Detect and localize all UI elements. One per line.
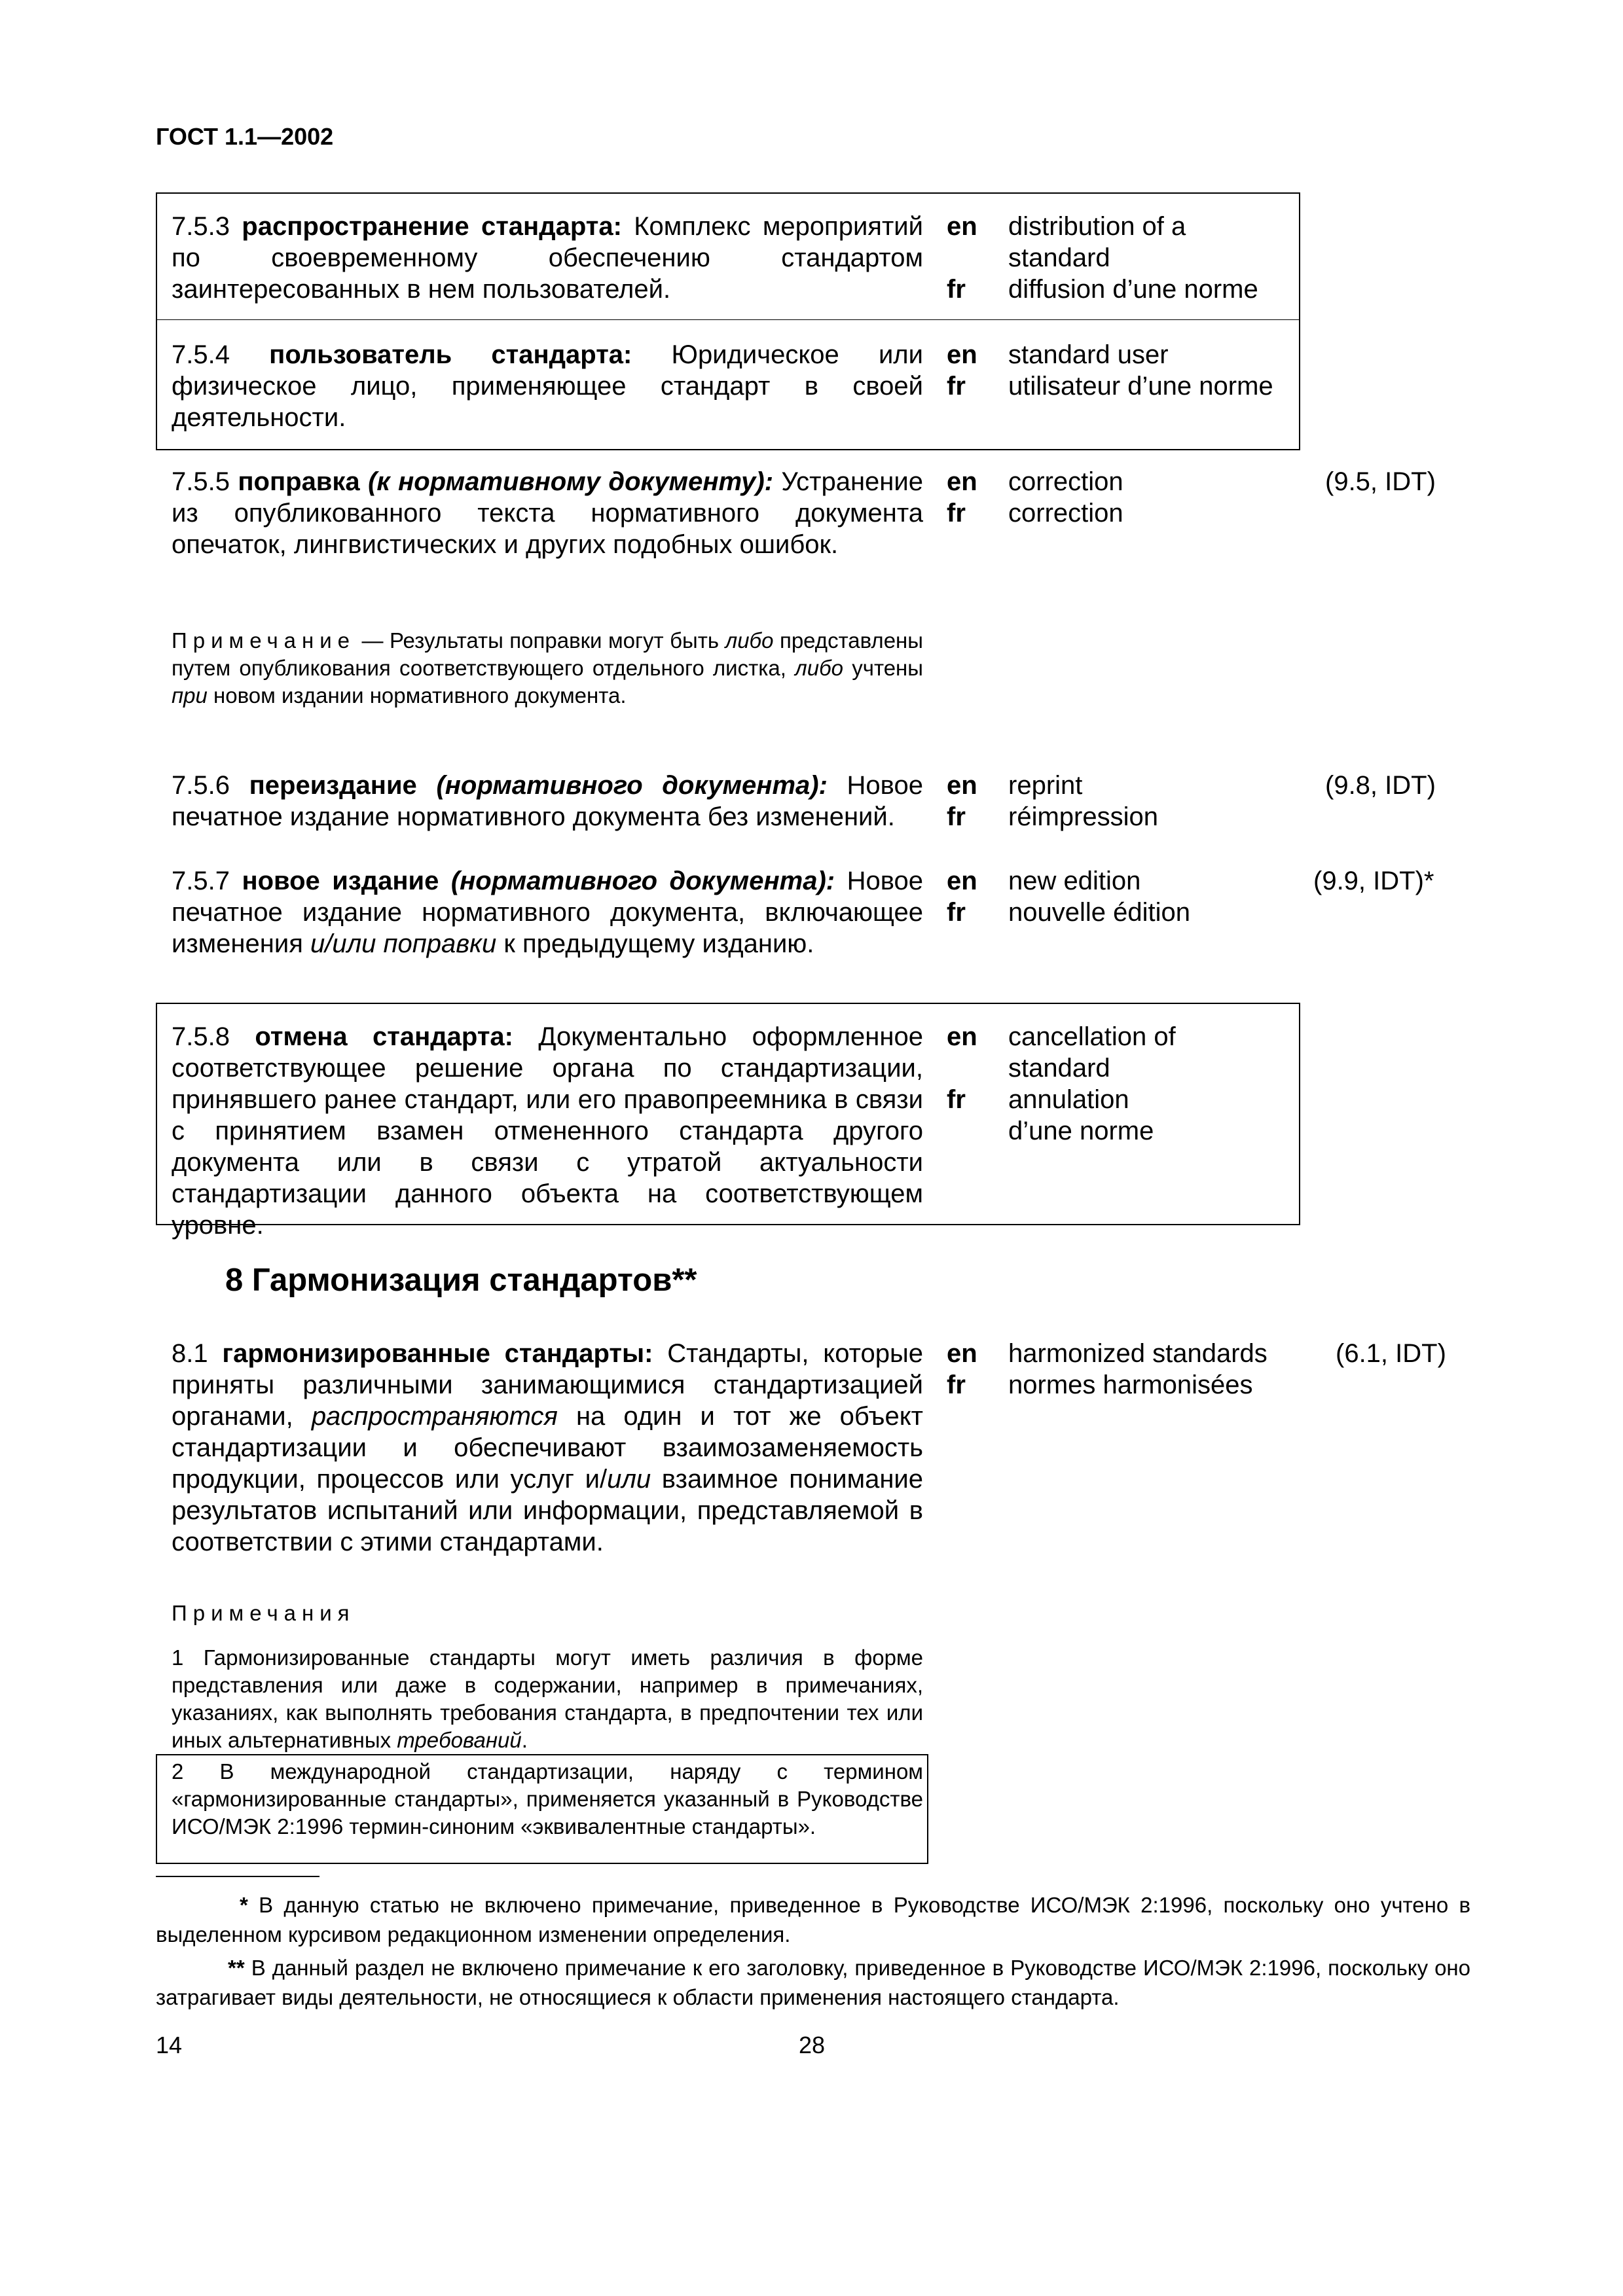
fr-equivalent-7-5-3: diffusion d’une norme [1008,275,1258,304]
term-7-5-8: 7.5.8 отмена стандарта: Документально оформленное соответствующее решение органа по стандартизации, принявшего ранее стандарт, или его правопреемника в связи с принятием взамен отмененного стандарта другого документа или в связи с утратой актуальности стандартизации данного объекта на соответствующем уровне. [172,1022,923,1240]
lang-fr-8-1: fr [947,1371,966,1399]
fr-equivalent-8-1: normes harmonisées [1008,1371,1253,1399]
lang-fr-7-5-8: fr [947,1085,966,1114]
lang-en-7-5-3: en [947,212,977,241]
page-number-center: 28 [799,2032,826,2058]
term-7-5-4: 7.5.4 пользователь стандарта: Юридическое или физическое лицо, применяющее стандарт в своей деятельности. [172,340,923,432]
en-equivalent-8-1: harmonized standards [1008,1339,1267,1368]
term-7-5-6: 7.5.6 переиздание (нормативного документа): Новое печатное издание нормативного документа без изменений. [172,771,923,831]
fr-equivalent-7-5-6: réimpression [1008,802,1158,831]
section-heading: 8 Гармонизация стандартов** [225,1263,697,1298]
note-2-8-1: 2 В международной стандартизации, наряду с термином «гармонизированные стандарты», применяется указанный в Руководстве ИСО/МЭК 2:1996 термин-синоним «эквивалентные стандарты». [172,1759,923,1839]
lang-en-7-5-4: en [947,340,977,369]
term-7-5-7: 7.5.7 новое издание (нормативного документа): Новое печатное издание нормативного документа, включающее изменения и/или поправки к предыдущему изданию. [172,867,923,958]
page-number-left: 14 [156,2032,183,2058]
en-equivalent-7-5-8: cancellation of standard [1008,1022,1176,1083]
notes-label: Примечания [172,1601,356,1625]
lang-en-7-5-8: en [947,1022,977,1051]
term-7-5-3: 7.5.3 распространение стандарта: Комплекс мероприятий по своевременному обеспечению стандартом заинтересованных в нем пользователей. [172,212,923,304]
en-equivalent-7-5-5: correction [1008,467,1123,496]
fr-equivalent-7-5-5: correction [1008,499,1123,528]
lang-en-8-1: en [947,1339,977,1368]
term-7-5-5: 7.5.5 поправка (к нормативному документу): Устранение из опубликованного текста нормативного документа опечаток, лингвистических и других подобных ошибок. [172,467,923,559]
note-7-5-5: Примечание — Результаты поправки могут быть либо представлены путем опубликования соответствующего отдельного листка, либо учтены при новом издании нормативного документа. [172,628,923,708]
en-equivalent-7-5-3: distribution of a standard [1008,212,1186,272]
iso-reference-7-5-6: (9.8, IDT) [1325,771,1436,800]
footnote-1: * В данную статью не включено примечание, приведенное в Руководстве ИСО/МЭК 2:1996, поскольку оно учтено в выделенном курсивом редакционном изменении определения. [156,1893,1470,1946]
en-equivalent-7-5-4: standard user [1008,340,1169,369]
iso-reference-7-5-5: (9.5, IDT) [1325,467,1436,496]
document-code: ГОСТ 1.1—2002 [156,123,334,150]
en-equivalent-7-5-7: new edition [1008,867,1141,895]
lang-en-7-5-6: en [947,771,977,800]
en-equivalent-7-5-6: reprint [1008,771,1083,800]
fr-equivalent-7-5-7: nouvelle édition [1008,898,1190,927]
lang-fr-7-5-3: fr [947,275,966,304]
fr-equivalent-7-5-4: utilisateur d’une norme [1008,372,1273,401]
lang-en-7-5-5: en [947,467,977,496]
fr-equivalent-7-5-8: annulation d’une norme [1008,1085,1154,1145]
lang-fr-7-5-5: fr [947,499,966,528]
lang-fr-7-5-4: fr [947,372,966,401]
term-8-1: 8.1 гармонизированные стандарты: Стандарты, которые приняты различными занимающимися стандартизацией органами, распространяются на один и тот же объект стандартизации и обеспечивают взаимозаменяемость продукции, процессов или услуг и/или взаимное понимание результатов испытаний или информации, представляемой в соответствии с этими стандартами. [172,1339,924,1556]
footnote-separator [156,1876,319,1877]
iso-reference-8-1: (6.1, IDT) [1336,1339,1446,1368]
lang-fr-7-5-6: fr [947,802,966,831]
iso-reference-7-5-7: (9.9, IDT)* [1313,867,1434,895]
lang-fr-7-5-7: fr [947,898,966,927]
term-divider [156,319,1300,321]
lang-en-7-5-7: en [947,867,977,895]
note-1-8-1: 1 Гармонизированные стандарты могут иметь различия в форме представления или даже в содержании, например в примечаниях, указаниях, как выполнять требования стандарта, в предпочтении тех или иных альтернативных требований. [172,1645,923,1752]
footnote-2: ** В данный раздел не включено примечание к его заголовку, приведенное в Руководстве ИСО/МЭК 2:1996, поскольку оно затрагивает виды деятельности, не относящиеся к области применения настоящего стандарта. [156,1956,1470,2009]
